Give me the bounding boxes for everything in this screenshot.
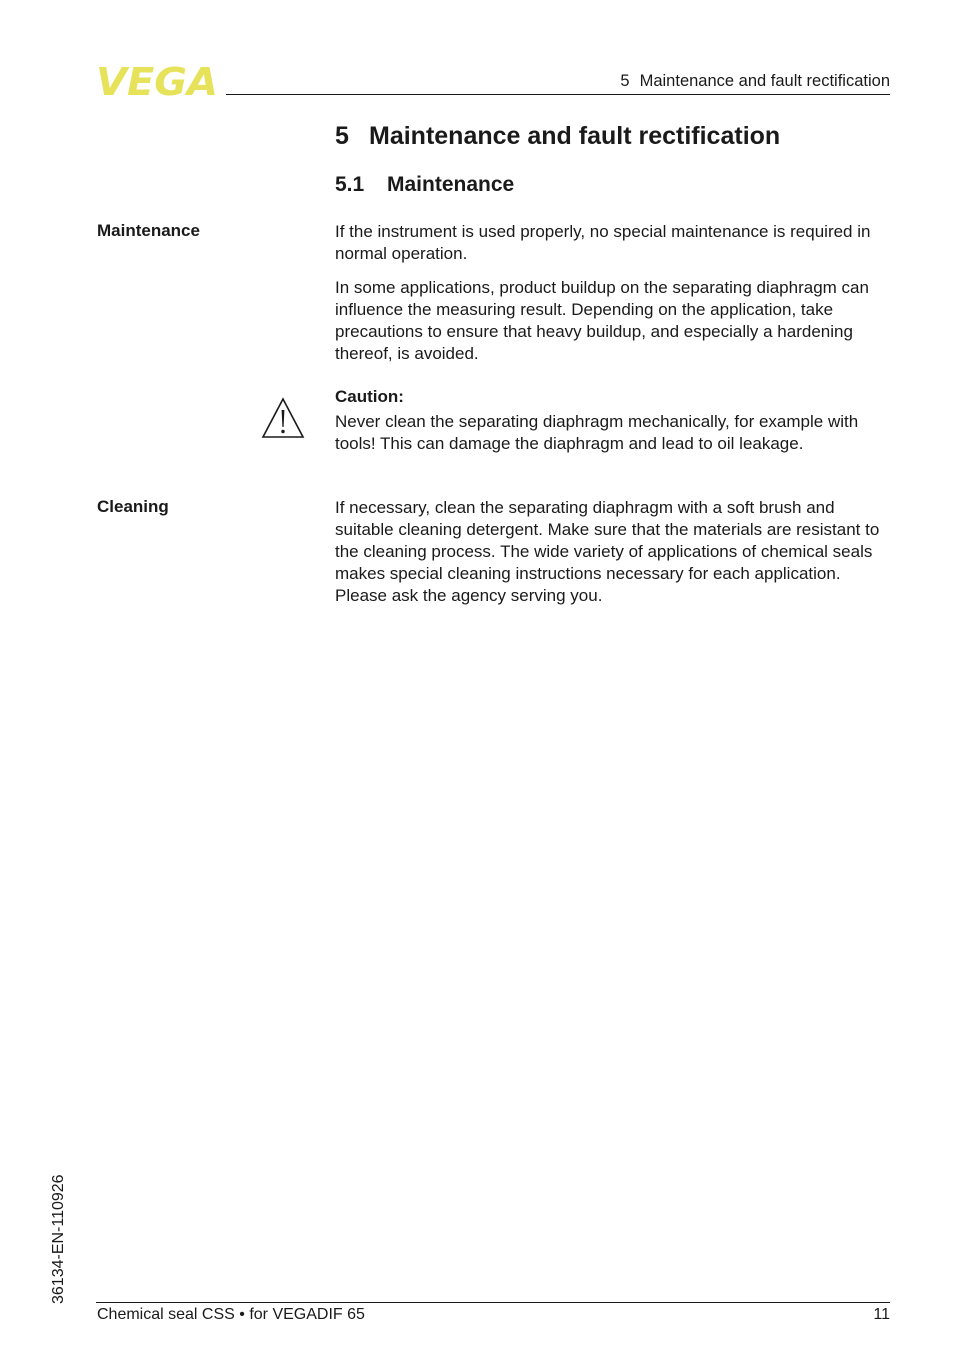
- maintenance-margin-label: Maintenance: [97, 221, 200, 240]
- logo-text: VEGA: [96, 64, 218, 98]
- chapter-title: Maintenance and fault rectification: [369, 122, 781, 150]
- footer-rule: [96, 1302, 890, 1303]
- chapter-heading: [335, 122, 780, 151]
- document-number: 36134-EN-110926: [50, 1174, 67, 1304]
- running-head-title: Maintenance and fault rectification: [639, 72, 890, 90]
- running-head: [620, 72, 890, 91]
- cleaning-margin-label: Cleaning: [97, 497, 169, 516]
- caution-title: Caution:: [335, 387, 404, 406]
- vega-logo: [96, 64, 220, 98]
- maintenance-paragraph-1: If the instrument is used properly, no special maintenance is required in normal operation.: [335, 222, 871, 263]
- running-head-number: 5: [620, 72, 630, 90]
- page-number: 11: [873, 1306, 890, 1323]
- header-rule: [226, 94, 890, 95]
- section-number: 5.1: [335, 173, 365, 196]
- section-title: Maintenance: [387, 173, 515, 196]
- chapter-number: 5: [335, 122, 349, 150]
- footer-product: Chemical seal CSS • for VEGADIF 65: [97, 1306, 365, 1323]
- cleaning-paragraph: If necessary, clean the separating diaphragm with a soft brush and suitable cleaning detergent. Make sure that the materials are resistant to the cleaning process. The wide variety of applications of chemical seals makes special cleaning instructions necessary for each application. Please ask the agency serving you.: [335, 498, 880, 605]
- caution-text: Never clean the separating diaphragm mechanically, for example with tools! This can damage the diaphragm and lead to oil leakage.: [335, 412, 859, 453]
- maintenance-paragraph-2: In some applications, product buildup on the separating diaphragm can influence the measuring result. Depending on the application, take precautions to ensure that heavy buildup, and especially a hardening thereof, is avoided.: [335, 278, 869, 363]
- warning-triangle-icon: [261, 397, 305, 439]
- section-heading: [335, 173, 514, 197]
